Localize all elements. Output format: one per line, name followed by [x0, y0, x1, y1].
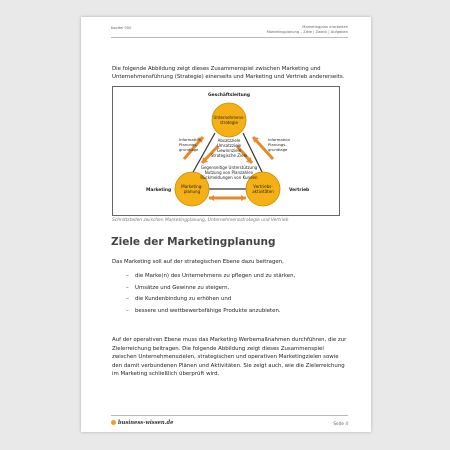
center-line: Gewinnziele [216, 148, 242, 153]
node-top-line: strategie [220, 120, 238, 125]
list-item-text: Umsätze und Gewinne zu steigern, [135, 284, 230, 291]
header-subtitle: Marketingplanung – Ziele | Zweck | Aufgaben [266, 30, 348, 34]
arrowhead [209, 195, 214, 201]
bottom-line: Gegenseitige Unterstützung [200, 165, 258, 170]
page-number: Seite 4 [333, 421, 348, 426]
node-right-line: aktivitäten [252, 189, 274, 194]
logo-text: business-wissen.de [118, 420, 174, 426]
paragraph-line: Auf der operativen Ebene muss das Marketing Werbemaßnahmen durchführen, die zur [112, 337, 347, 343]
document-page [81, 17, 371, 432]
paragraph-line: den damit verbundenen Plänen und Aktivitäten. Sie zeigt auch, wie die Zielerreichung [112, 362, 345, 369]
footer-divider [111, 415, 348, 416]
node-left-line: Marketing- [181, 184, 203, 189]
right-info-line: grundlage [268, 147, 288, 152]
arrowhead [241, 195, 246, 201]
paragraph-intro-goals: Das Marketing soll auf der strategischen Ebene dazu beitragen, [112, 259, 284, 265]
intro-paragraph [112, 65, 350, 81]
list-item: – Umsätze und Gewinne zu steigern, [126, 284, 230, 291]
list-item: – die Kundenbindung zu erhöhen und [126, 296, 232, 302]
logo-dot-icon [111, 420, 116, 425]
footer-logo[interactable] [111, 420, 173, 426]
section-heading: Ziele der Marketingplanung [111, 236, 276, 248]
header-title: Marketingplan erarbeiten [302, 25, 348, 29]
list-item-text: die Marke(n) des Unternehmens zu pflegen und zu stärken, [135, 273, 296, 279]
node-right-line: Vertriebs- [253, 184, 273, 189]
intro-line: Die folgende Abbildung zeigt dieses Zusammenspiel zwischen Marketing und [112, 66, 321, 72]
right-info-line: Planungs- [268, 142, 287, 147]
list-item-text: die Kundenbindung zu erhöhen und [135, 296, 232, 302]
header-chapter: Kapitel 000 [111, 26, 132, 30]
label-marketing: Marketing [146, 188, 172, 193]
center-line: Umsatzziele [216, 143, 242, 148]
bottom-line: Nutzung von Planzahlen [204, 170, 254, 175]
list-item-text: bessere und wettbewerbsfähige Produkte anzubieten. [135, 307, 281, 314]
left-info-line: grundlage [179, 147, 199, 152]
left-info-line: Information [179, 137, 201, 142]
paragraph-line: im Marketing schließlich überprüft wird. [112, 371, 220, 377]
paragraph-operative [112, 336, 352, 379]
node-top-line: Unternehmens- [213, 115, 245, 120]
header-divider [111, 37, 348, 38]
figure-caption: Schnittstellen zwischen Marketingplanung, Unternehmensstrategie und Vertrieb [112, 218, 289, 223]
side-labels [146, 187, 309, 193]
label-top: Geschäftsleitung [208, 93, 250, 98]
paragraph-line: Zielerreichung beitragen. Die folgende Abbildung zeigt dieses Zusammenspiel [112, 345, 324, 352]
intro-line: Unternehmensführung (Strategie) einerseits und Marketing und Vertrieb andererseits. [112, 74, 345, 80]
center-line: Strategische Ziele [210, 153, 248, 158]
diagram-svg [113, 87, 339, 215]
list-item: – bessere und wettbewerbsfähige Produkte anzubieten. [126, 307, 281, 314]
center-line: Absatzziele [217, 138, 241, 143]
label-vertrieb: Vertrieb [289, 188, 310, 193]
paragraph-line: zwischen Unternehmenszielen, strategischen und operativen Marketingzielen sowie [112, 354, 339, 360]
right-info-line: Information [268, 137, 290, 142]
bottom-line: Rückmeldungen von Kunden [200, 175, 258, 180]
node-left-line: planung [183, 189, 201, 194]
header-right [267, 25, 348, 35]
left-info-line: Planungs- [179, 142, 198, 147]
diagram-figure [112, 86, 340, 216]
list-item: – die Marke(n) des Unternehmens zu pflegen und zu stärken, [126, 273, 296, 279]
goal-list [126, 272, 295, 318]
